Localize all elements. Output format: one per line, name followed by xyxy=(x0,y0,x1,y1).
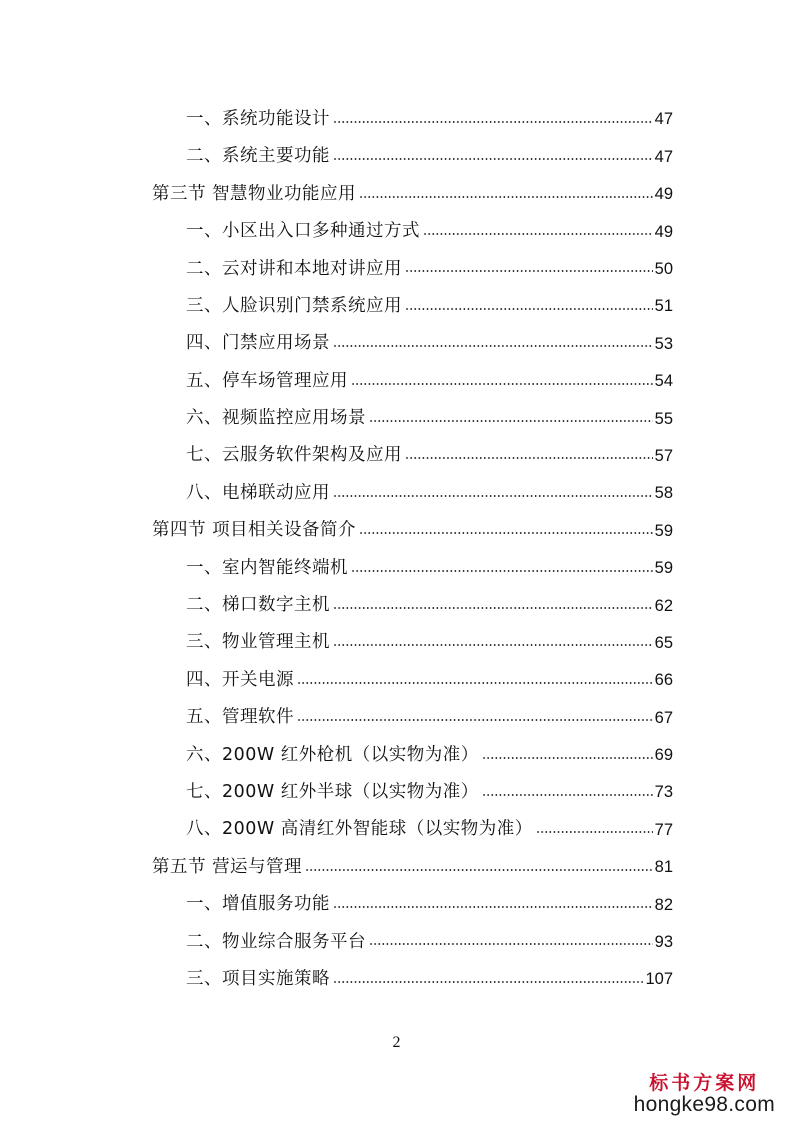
toc-entry-page: 47 xyxy=(654,110,673,129)
page-number: 2 xyxy=(392,1034,401,1051)
toc-entry[interactable] xyxy=(0,550,793,587)
toc-leader-dots xyxy=(359,192,653,201)
toc-entry-page: 49 xyxy=(654,222,673,241)
toc-entry-page: 49 xyxy=(654,185,673,204)
toc-leader-dots xyxy=(482,753,653,762)
toc-entry-page: 51 xyxy=(654,297,673,316)
toc-entry-title: 三、物业管理主机 xyxy=(186,632,330,653)
toc-entry-page: 67 xyxy=(654,708,673,727)
toc-leader-dots xyxy=(482,790,653,799)
toc-entry[interactable] xyxy=(0,438,793,475)
watermark-site-name: 标书方案网 xyxy=(649,1072,760,1095)
toc-entry-page: 93 xyxy=(654,933,673,952)
toc-entry[interactable] xyxy=(0,961,793,998)
toc-leader-dots xyxy=(333,603,653,612)
toc-entry[interactable] xyxy=(0,325,793,362)
toc-entry[interactable] xyxy=(0,886,793,923)
toc-entry-title: 五、停车场管理应用 xyxy=(186,370,348,391)
toc-entry-page: 54 xyxy=(654,372,673,391)
toc-entry-title: 四、开关电源 xyxy=(186,669,294,690)
toc-leader-dots xyxy=(369,940,653,949)
toc-leader-dots xyxy=(333,903,653,912)
toc-entry-page: 107 xyxy=(645,970,673,989)
toc-entry-title: 二、系统主要功能 xyxy=(186,146,330,167)
table-of-contents xyxy=(0,101,793,998)
toc-entry-page: 77 xyxy=(654,820,673,839)
toc-entry-page: 53 xyxy=(654,334,673,353)
toc-entry-title: 一、系统功能设计 xyxy=(186,108,330,129)
toc-entry-title: 一、小区出入口多种通过方式 xyxy=(186,221,420,242)
toc-entry[interactable] xyxy=(0,251,793,288)
toc-leader-dots xyxy=(297,678,653,687)
toc-entry-title: 六、视频监控应用场景 xyxy=(186,408,366,429)
toc-entry-title: 三、项目实施策略 xyxy=(186,968,330,989)
toc-entry[interactable] xyxy=(0,101,793,138)
toc-entry[interactable] xyxy=(0,624,793,661)
toc-section-entry[interactable] xyxy=(0,849,793,886)
toc-entry-page: 59 xyxy=(654,521,673,540)
toc-entry-title: 五、管理软件 xyxy=(186,707,294,728)
toc-entry-page: 50 xyxy=(654,260,673,278)
toc-entry-page: 58 xyxy=(654,484,673,503)
toc-leader-dots xyxy=(305,865,653,874)
toc-entry[interactable] xyxy=(0,138,793,175)
toc-entry[interactable] xyxy=(0,924,793,961)
toc-entry-page: 73 xyxy=(654,783,673,802)
toc-leader-dots xyxy=(369,417,653,426)
toc-entry-title: 第四节 项目相关设备简介 xyxy=(152,520,357,541)
toc-section-entry[interactable] xyxy=(0,176,793,213)
toc-entry[interactable] xyxy=(0,587,793,624)
toc-leader-dots xyxy=(359,529,653,538)
toc-entry[interactable] xyxy=(0,363,793,400)
toc-entry-page: 57 xyxy=(654,446,673,465)
toc-entry-page: 47 xyxy=(654,147,673,166)
toc-leader-dots xyxy=(333,155,653,164)
toc-leader-dots xyxy=(351,566,653,575)
toc-entry[interactable] xyxy=(0,288,793,325)
toc-entry-page: 66 xyxy=(654,671,673,690)
toc-entry-title: 八、200W 高清红外智能球（以实物为准） xyxy=(186,819,533,840)
toc-leader-dots xyxy=(405,267,653,276)
toc-leader-dots xyxy=(351,379,653,388)
toc-entry[interactable] xyxy=(0,475,793,512)
toc-entry-title: 第三节 智慧物业功能应用 xyxy=(152,183,357,204)
toc-entry-title: 二、梯口数字主机 xyxy=(186,595,330,616)
toc-entry-page: 65 xyxy=(654,633,673,652)
toc-leader-dots xyxy=(536,828,653,837)
toc-entry-page: 59 xyxy=(654,559,673,578)
toc-entry-page: 69 xyxy=(654,746,673,765)
toc-entry-page: 62 xyxy=(654,596,673,615)
toc-entry-title: 七、云服务软件架构及应用 xyxy=(186,445,402,466)
toc-entry-title: 一、室内智能终端机 xyxy=(186,557,348,578)
toc-entry-title: 七、200W 红外半球（以实物为准） xyxy=(186,781,479,802)
toc-entry[interactable] xyxy=(0,662,793,699)
toc-leader-dots xyxy=(333,977,643,986)
toc-leader-dots xyxy=(405,454,653,463)
watermark-url: hongke98.com xyxy=(633,1092,775,1116)
toc-leader-dots xyxy=(423,230,653,239)
toc-entry-title: 第五节 营运与管理 xyxy=(152,856,303,877)
toc-leader-dots xyxy=(297,716,653,725)
toc-leader-dots xyxy=(405,304,653,313)
toc-entry-title: 二、物业综合服务平台 xyxy=(186,931,366,952)
toc-leader-dots xyxy=(333,491,653,500)
toc-entry-title: 三、人脸识别门禁系统应用 xyxy=(186,295,402,316)
toc-leader-dots xyxy=(333,117,653,126)
toc-entry[interactable] xyxy=(0,737,793,774)
toc-entry[interactable] xyxy=(0,774,793,811)
toc-leader-dots xyxy=(333,641,653,650)
toc-entry-title: 八、电梯联动应用 xyxy=(186,482,330,503)
toc-entry-page: 82 xyxy=(654,895,673,914)
toc-entry-title: 四、门禁应用场景 xyxy=(186,333,330,354)
toc-leader-dots xyxy=(333,342,653,351)
toc-entry-title: 一、增值服务功能 xyxy=(186,894,330,915)
toc-entry-title: 六、200W 红外枪机（以实物为准） xyxy=(186,744,479,765)
toc-entry[interactable] xyxy=(0,400,793,437)
toc-entry-page: 55 xyxy=(654,409,673,428)
toc-entry[interactable] xyxy=(0,213,793,250)
toc-section-entry[interactable] xyxy=(0,512,793,549)
toc-entry[interactable] xyxy=(0,811,793,848)
toc-entry[interactable] xyxy=(0,699,793,736)
toc-entry-title: 二、云对讲和本地对讲应用 xyxy=(186,258,402,279)
toc-entry-page: 81 xyxy=(654,858,673,877)
watermark-logo xyxy=(634,1074,775,1116)
